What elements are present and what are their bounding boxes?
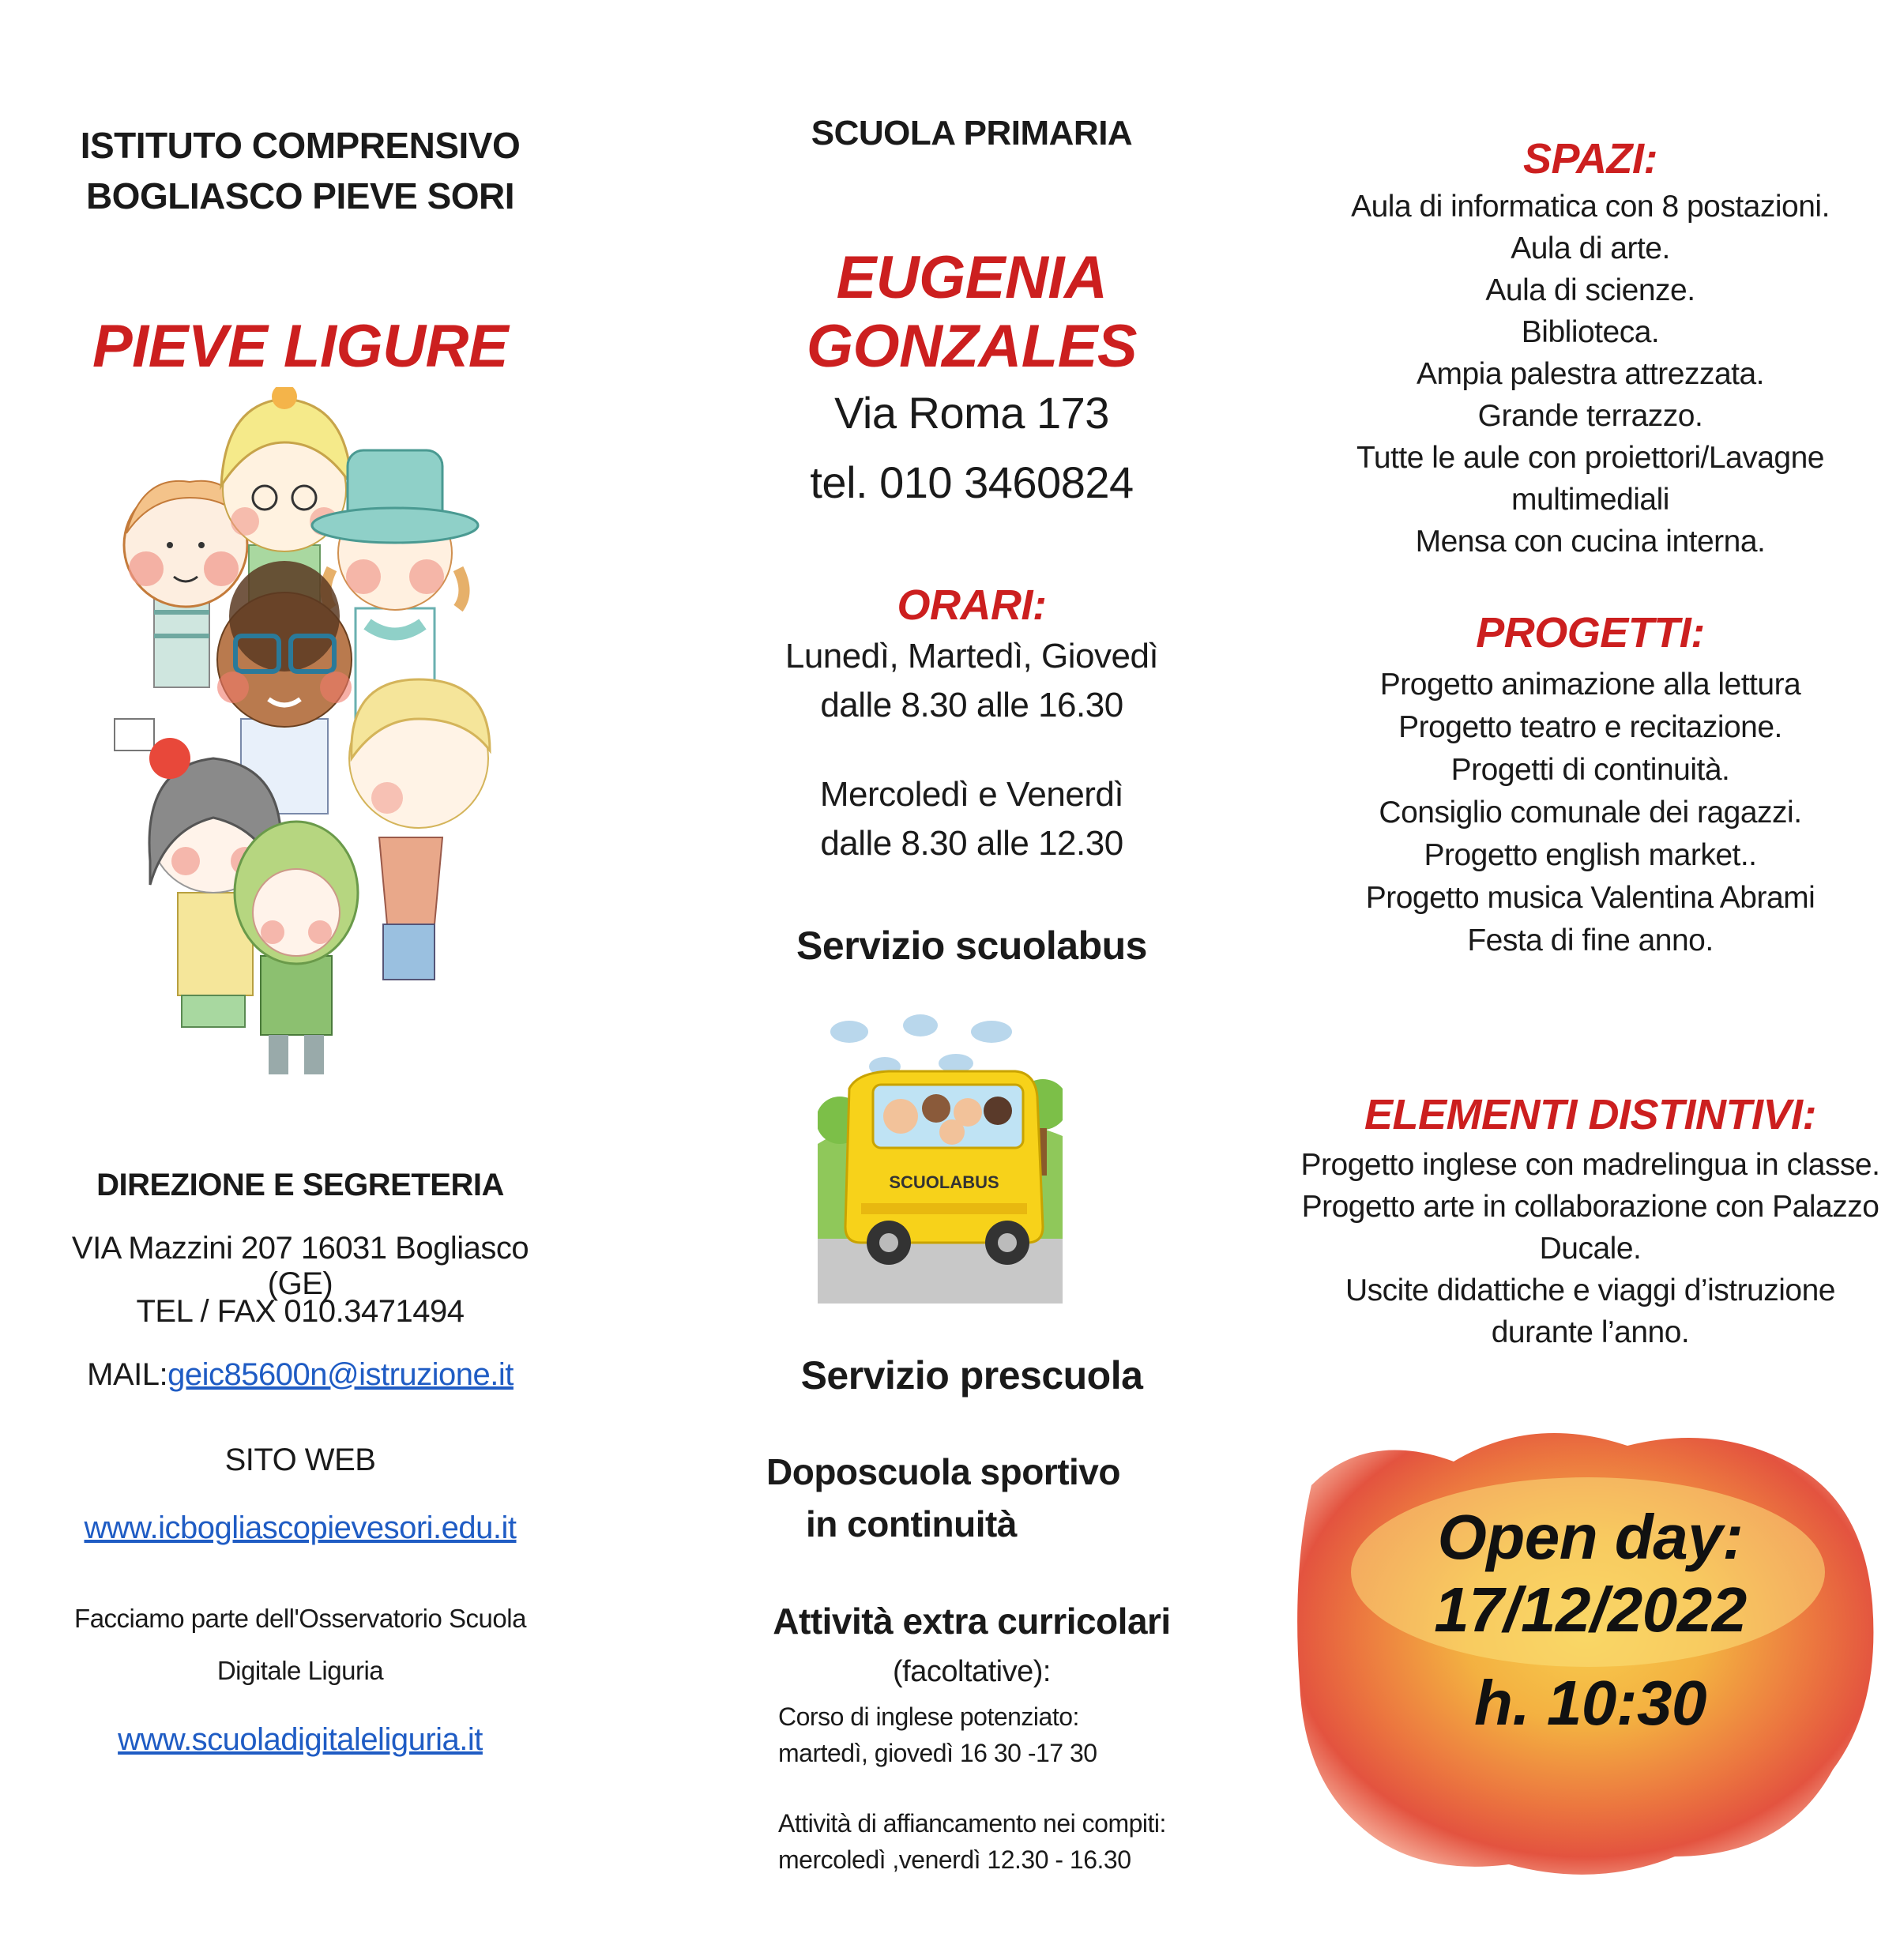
child-figure — [115, 481, 249, 751]
extra-course-2 — [778, 1805, 1166, 1878]
mail-link[interactable]: geic85600n@istruzione.it — [167, 1357, 514, 1392]
afterschool-line1: Doposcuola sportivo — [766, 1451, 1120, 1492]
institute-line2: BOGLIASCO PIEVE SORI — [85, 175, 515, 216]
mail-label: MAIL: — [87, 1357, 168, 1392]
observatory-line1: Facciamo parte dell'Osservatorio Scuola — [74, 1604, 526, 1633]
open-day: Open day: 17/12/2022 — [1434, 1502, 1747, 1645]
spaces-item: Aula di informatica con 8 postazioni. — [1351, 190, 1830, 224]
school-bus-illustration — [818, 1010, 1063, 1304]
extra-course-1 — [778, 1699, 1097, 1771]
features-item: Uscite didattiche e viaggi d’istruzione — [1345, 1273, 1835, 1307]
spaces-item: Aula di scienze. — [1485, 273, 1695, 307]
afterschool-line2: in continuità — [806, 1503, 1017, 1544]
projects-item: Consiglio comunale dei ragazzi. — [1379, 796, 1802, 830]
hours-block-2 — [695, 770, 1248, 868]
extra-course-2-line2: mercoledì ,venerdì 12.30 - 16.30 — [778, 1845, 1131, 1874]
watercolor-splash — [1296, 1414, 1880, 1888]
office-address: VIA Mazzini 207 16031 Bogliasco (GE) — [71, 1231, 529, 1301]
preschool-title: Servizio prescuola — [800, 1353, 1143, 1398]
hours-time-2: dalle 8.30 alle 12.30 — [820, 824, 1123, 863]
extra-course-1-line2: martedì, giovedì 16 30 -17 30 — [778, 1739, 1097, 1767]
features-item: durante l’anno. — [1491, 1315, 1690, 1349]
projects-list — [1296, 664, 1885, 962]
projects-item: Progetto musica Valentina Abrami — [1365, 881, 1815, 915]
features-list — [1296, 1144, 1885, 1353]
spaces-item: Aula di arte. — [1511, 231, 1670, 265]
observatory-line2: Digitale Liguria — [216, 1656, 384, 1685]
spaces-item: Ampia palestra attrezzata. — [1416, 357, 1765, 391]
institute-title — [47, 120, 553, 221]
spaces-item: Biblioteca. — [1521, 315, 1660, 349]
features-item: Ducale. — [1539, 1232, 1642, 1266]
children-illustration — [95, 387, 600, 1114]
afterschool-block — [766, 1446, 1120, 1550]
right-column — [1296, 0, 1885, 1960]
spaces-heading: SPAZI: — [1523, 135, 1657, 182]
bus-icon — [845, 1071, 1043, 1265]
projects-item: Festa di fine anno. — [1467, 924, 1714, 957]
features-heading: ELEMENTI DISTINTIVI: — [1364, 1091, 1816, 1138]
web-link[interactable]: www.icbogliascopievesori.edu.it — [84, 1510, 517, 1545]
school-type: SCUOLA PRIMARIA — [811, 114, 1133, 152]
extra-course-1-line1: Corso di inglese potenziato: — [778, 1702, 1079, 1731]
spaces-list — [1296, 186, 1885, 562]
bus-sign: SCUOLABUS — [889, 1172, 999, 1192]
extra-course-2-line1: Attività di affiancamento nei compiti: — [778, 1809, 1166, 1838]
bus-service-title: Servizio scuolabus — [796, 924, 1147, 968]
projects-item: Progetto teatro e recitazione. — [1398, 710, 1782, 744]
projects-heading: PROGETTI: — [1476, 609, 1705, 656]
features-item: Progetto arte in collaborazione con Palazzo — [1301, 1190, 1879, 1224]
projects-item: Progetto english market.. — [1424, 838, 1757, 872]
hours-days-1: Lunedì, Martedì, Giovedì — [784, 637, 1159, 675]
hours-days-2: Mercoledì e Venerdì — [819, 775, 1124, 814]
hours-time-1: dalle 8.30 alle 16.30 — [820, 686, 1123, 724]
school-tel: tel. 010 3460824 — [810, 457, 1134, 507]
features-item: Progetto inglese con madrelingua in classe. — [1300, 1148, 1880, 1182]
web-label: SITO WEB — [224, 1443, 376, 1477]
institute-line1: ISTITUTO COMPRENSIVO — [80, 125, 521, 166]
left-column — [47, 0, 553, 1960]
projects-item: Progetti di continuità. — [1450, 753, 1730, 787]
place-title: PIEVE LIGURE — [92, 313, 509, 380]
spaces-item: Tutte le aule con proiettori/Lavagne multimediali — [1356, 441, 1824, 517]
office-phone: TEL / FAX 010.3471494 — [136, 1294, 465, 1329]
hours-heading: ORARI: — [897, 581, 1047, 629]
projects-item: Progetto animazione alla lettura — [1379, 668, 1801, 702]
extra-heading: Attività extra curricolari — [773, 1601, 1171, 1642]
office-mail — [47, 1357, 553, 1393]
child-figure — [349, 679, 490, 980]
extra-optional: (facoltative): — [893, 1655, 1051, 1688]
open-hour: h. 10:30 — [1474, 1668, 1706, 1738]
spaces-item: Mensa con cucina interna. — [1415, 525, 1766, 559]
observatory-text — [47, 1593, 553, 1697]
observatory-link[interactable]: www.scuoladigitaleliguria.it — [118, 1722, 483, 1757]
hours-block-1 — [695, 632, 1248, 730]
spaces-item: Grande terrazzo. — [1477, 399, 1703, 433]
school-name: EUGENIA GONZALES — [806, 244, 1138, 380]
school-street: Via Roma 173 — [834, 388, 1109, 438]
office-heading: DIREZIONE E SEGRETERIA — [96, 1168, 504, 1202]
middle-column — [695, 0, 1248, 1960]
